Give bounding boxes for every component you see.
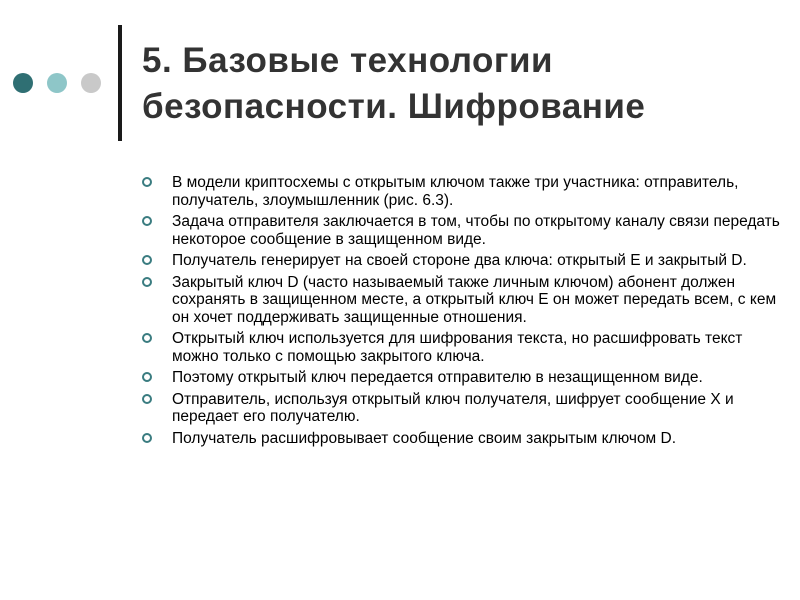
bullet-circle-icon — [142, 333, 152, 343]
bullet-item — [140, 213, 780, 248]
slide-title-line-1: 5. Базовые технологии — [142, 41, 553, 80]
bullet-circle-icon — [142, 372, 152, 382]
bullet-item — [140, 330, 780, 365]
bullet-circle-icon — [142, 277, 152, 287]
bullet-text: Отправитель, используя открытый ключ получателя, шифрует сообщение X и передает его получателю. — [172, 390, 734, 425]
title-divider — [118, 25, 122, 141]
bullet-item — [140, 274, 780, 327]
bullet-text: Задача отправителя заключается в том, чтобы по открытому каналу связи передать некоторое сообщение в защищенном виде. — [172, 213, 780, 248]
slide-title-line-2: безопасности. Шифрование — [142, 87, 646, 126]
bullet-item — [140, 369, 780, 387]
bullet-circle-icon — [142, 216, 152, 226]
bullet-circle-icon — [142, 177, 152, 187]
bullet-item — [140, 252, 780, 270]
bullet-text: Получатель расшифровывает сообщение своим закрытым ключом D. — [172, 429, 677, 447]
decor-dot-dark-icon — [13, 73, 33, 93]
bullet-circle-icon — [142, 394, 152, 404]
decor-dot-light-icon — [47, 73, 67, 93]
slide-title — [142, 38, 782, 130]
bullet-item — [140, 391, 780, 426]
bullet-text: Закрытый ключ D (часто называемый также личным ключом) абонент должен сохранять в защищенном месте, а открытый ключ E он может передать всем, с кем он хочет поддерживать защищенные отношения. — [172, 273, 777, 326]
bullet-text: Получатель генерирует на своей стороне два ключа: открытый E и закрытый D. — [172, 252, 747, 269]
bullet-circle-icon — [142, 255, 152, 265]
bullet-circle-icon — [142, 433, 152, 443]
bullet-list — [140, 174, 780, 451]
bullet-item — [140, 174, 780, 209]
bullet-text: Поэтому открытый ключ передается отправителю в незащищенном виде. — [172, 369, 703, 386]
bullet-item — [140, 430, 780, 448]
bullet-text: Открытый ключ используется для шифрования текста, но расшифровать текст можно только с помощью закрытого ключа. — [172, 330, 743, 365]
bullet-text: В модели криптосхемы с открытым ключом также три участника: отправитель, получатель, злоумышленник (рис. 6.3). — [172, 174, 739, 209]
decor-dot-gray-icon — [81, 73, 101, 93]
